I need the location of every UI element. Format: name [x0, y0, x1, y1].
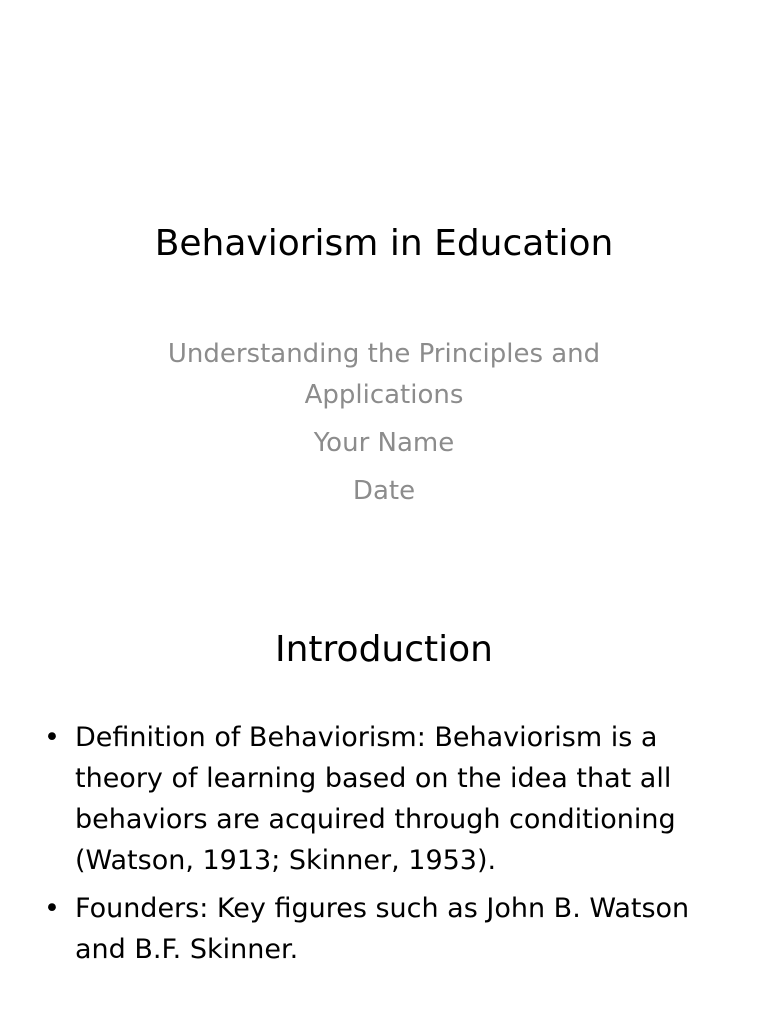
introduction-slide [0, 576, 768, 1024]
subtitle-line: Understanding the Principles and Applications [167, 339, 601, 410]
bullet-list [44, 717, 724, 977]
bullet-item [44, 717, 724, 881]
bullet-icon: • [44, 893, 60, 924]
bullet-item [44, 888, 724, 970]
slide-title: Introduction [274, 629, 493, 670]
author-name: Your Name [313, 428, 455, 458]
bullet-text: Founders: Key figures such as John B. Watson and B.F. Skinner. [75, 893, 690, 965]
date-line: Date [352, 476, 416, 506]
bullet-icon: • [44, 722, 60, 753]
slide-title: Behaviorism in Education [154, 223, 614, 264]
bullet-text: Definition of Behaviorism: Behaviorism is a theory of learning based on the idea that all behaviors are acquired through conditioning (Watson, 1913; Skinner, 1953). [75, 722, 676, 876]
slide-subtitle [134, 334, 634, 519]
